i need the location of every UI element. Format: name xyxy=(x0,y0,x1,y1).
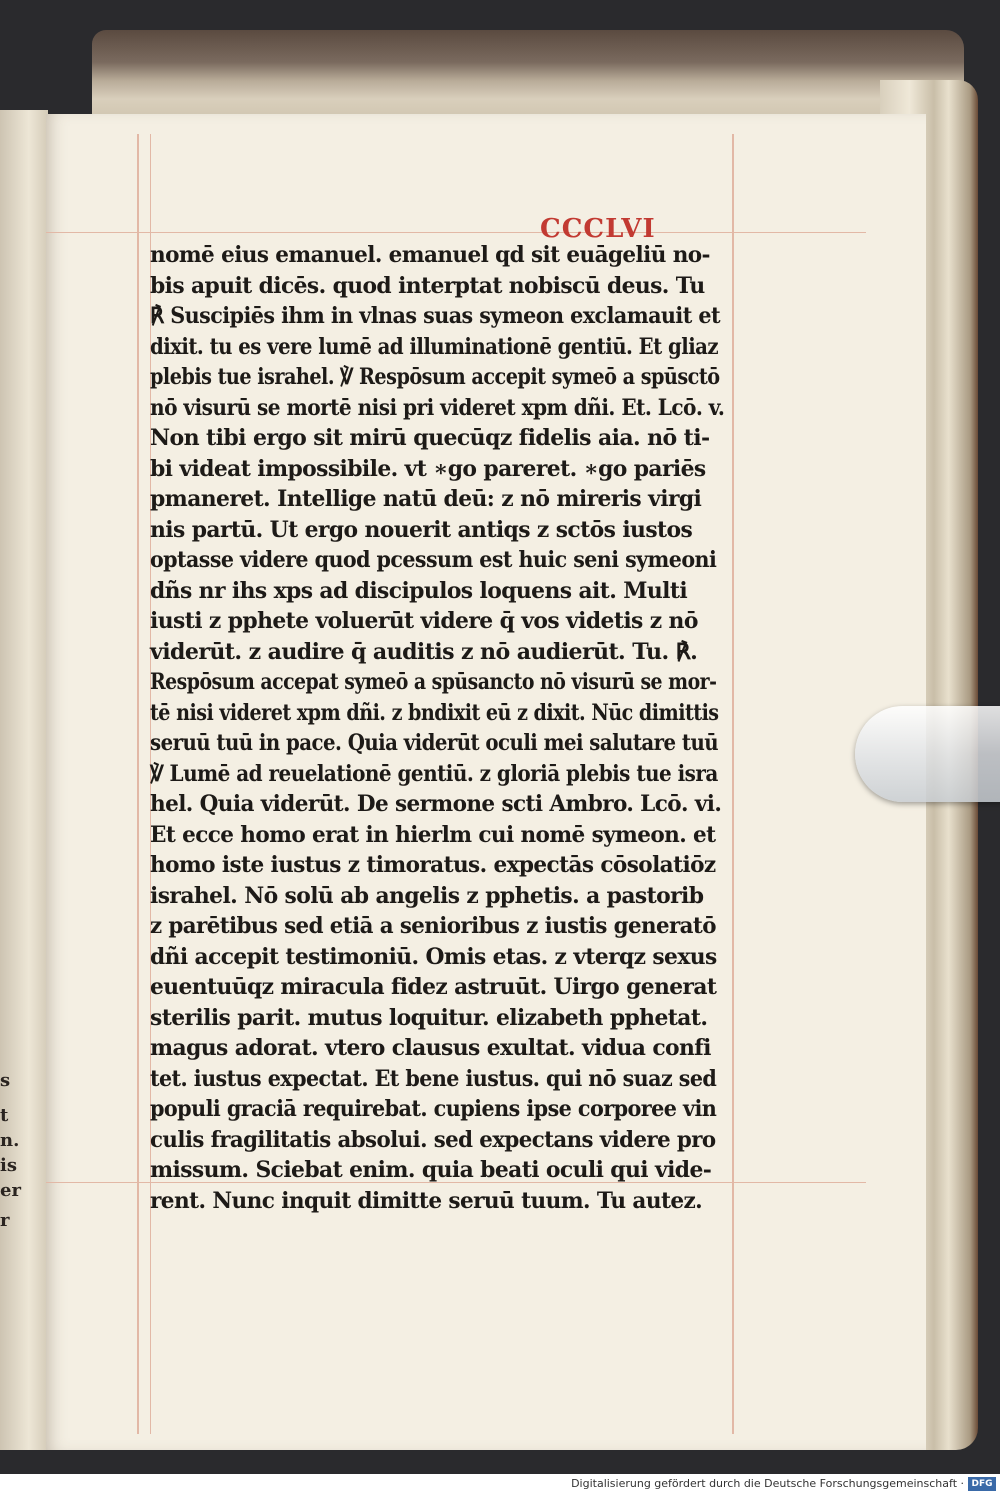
text-line: z parētibus sed etiā a senioribus z iustis generatō xyxy=(150,913,716,939)
left-fragment: er xyxy=(0,1180,21,1201)
text-line: nis partū. Ut ergo nouerit antiqs z sctōs iustos xyxy=(150,516,693,543)
text-line: dñs nr ihs xps ad discipulos loquens ait. Multi xyxy=(150,577,688,604)
footer-bar xyxy=(0,1474,1000,1496)
text-line: euentuūqz miracula fidez astruūt. Uirgo generat xyxy=(150,974,717,1000)
text-line: missum. Sciebat enim. quia beati oculi qui vide- xyxy=(150,1157,712,1183)
text-line: homo iste iustus z timoratus. expectās cōsolatiōz xyxy=(150,852,716,878)
text-line: ℣ Lumē ad reuelationē gentiū. z gloriā plebis tue isra xyxy=(150,760,718,787)
text-line: optasse videre quod pcessum est huic seni symeoni xyxy=(150,547,717,573)
text-line: tet. iustus expectat. Et bene iustus. qui nō suaz sed xyxy=(150,1065,717,1092)
text-line: viderūt. z audire q̄ auditis z nō audierūt. Tu. ℟. xyxy=(150,638,698,665)
text-line: Non tibi ergo sit mirū quecūqz fidelis aia. nō ti- xyxy=(150,425,710,451)
text-line: bi videat impossibile. vt ∗go pareret. ∗go pariēs xyxy=(150,455,706,482)
left-fragment: r xyxy=(0,1210,10,1231)
text-line: magus adorat. vtero clausus exultat. vidua confi xyxy=(150,1035,711,1061)
text-line: nomē eius emanuel. emanuel qd sit euāgeliū no- xyxy=(150,242,710,268)
text-line: dixit. tu es vere lumē ad illuminationē gentiū. Et gliaz xyxy=(150,333,719,360)
text-line: pmaneret. Intellige natū deū: z nō mireris virgi xyxy=(150,486,702,512)
left-page-edge xyxy=(0,110,48,1450)
text-line: ℟ Suscipiēs ihm in vlnas suas symeon exclamauit et xyxy=(150,303,720,329)
left-fragment: t xyxy=(0,1105,9,1126)
text-line: israhel. Nō solū ab angelis z pphetis. a pastorib xyxy=(150,882,704,909)
text-line: sterilis parit. mutus loquitur. elizabeth pphetat. xyxy=(150,1004,708,1031)
ruling-line xyxy=(46,232,866,233)
text-line: seruū tuū in pace. Quia viderūt oculi mei salutare tuū xyxy=(150,730,719,756)
text-line: populi graciā requirebat. cupiens ipse corporee vin xyxy=(150,1096,717,1122)
book-top-edge xyxy=(92,30,964,122)
text-block xyxy=(150,240,725,1216)
text-line: plebis tue israhel. ℣ Respōsum accepit symeō a spūsctō xyxy=(150,364,720,390)
text-line: Et ecce homo erat in hierlm cui nomē symeon. et xyxy=(150,821,716,848)
text-line: hel. Quia viderūt. De sermone scti Ambro. Lcō. vi. xyxy=(150,791,722,817)
text-line: dñi accepit testimoniū. Omis etas. z vterqz sexus xyxy=(150,943,717,970)
text-line: iusti z pphete voluerūt videre q̄ vos videtis z nō xyxy=(150,608,698,634)
ruling-line xyxy=(732,134,734,1434)
text-line: Respōsum accepat symeō a spūsancto nō visurū se mor- xyxy=(150,669,717,695)
text-line: nō visurū se mortē nisi pri videret xpm dñi. Et. Lcō. v. xyxy=(150,394,725,421)
text-line: tē nisi videret xpm dñi. z bndixit eū z dixit. Nūc dimittis xyxy=(150,699,719,726)
folio-number: CCCLVI xyxy=(540,214,656,244)
left-fragment: s xyxy=(0,1070,11,1091)
left-fragment: is xyxy=(0,1155,17,1176)
text-line: culis fragilitatis absolui. sed expectans videre pro xyxy=(150,1126,716,1153)
ruling-line xyxy=(137,134,139,1434)
footer-credit: Digitalisierung gefördert durch die Deutsche Forschungsgemeinschaft · xyxy=(571,1477,964,1490)
page-clip xyxy=(855,706,1000,802)
text-line: rent. Nunc inquit dimitte seruū tuum. Tu autez. xyxy=(150,1187,703,1214)
left-fragment: n. xyxy=(0,1130,20,1151)
dfg-logo: DFG xyxy=(968,1477,996,1491)
text-line: bis apuit dicēs. quod interptat nobiscū deus. Tu xyxy=(150,272,705,299)
